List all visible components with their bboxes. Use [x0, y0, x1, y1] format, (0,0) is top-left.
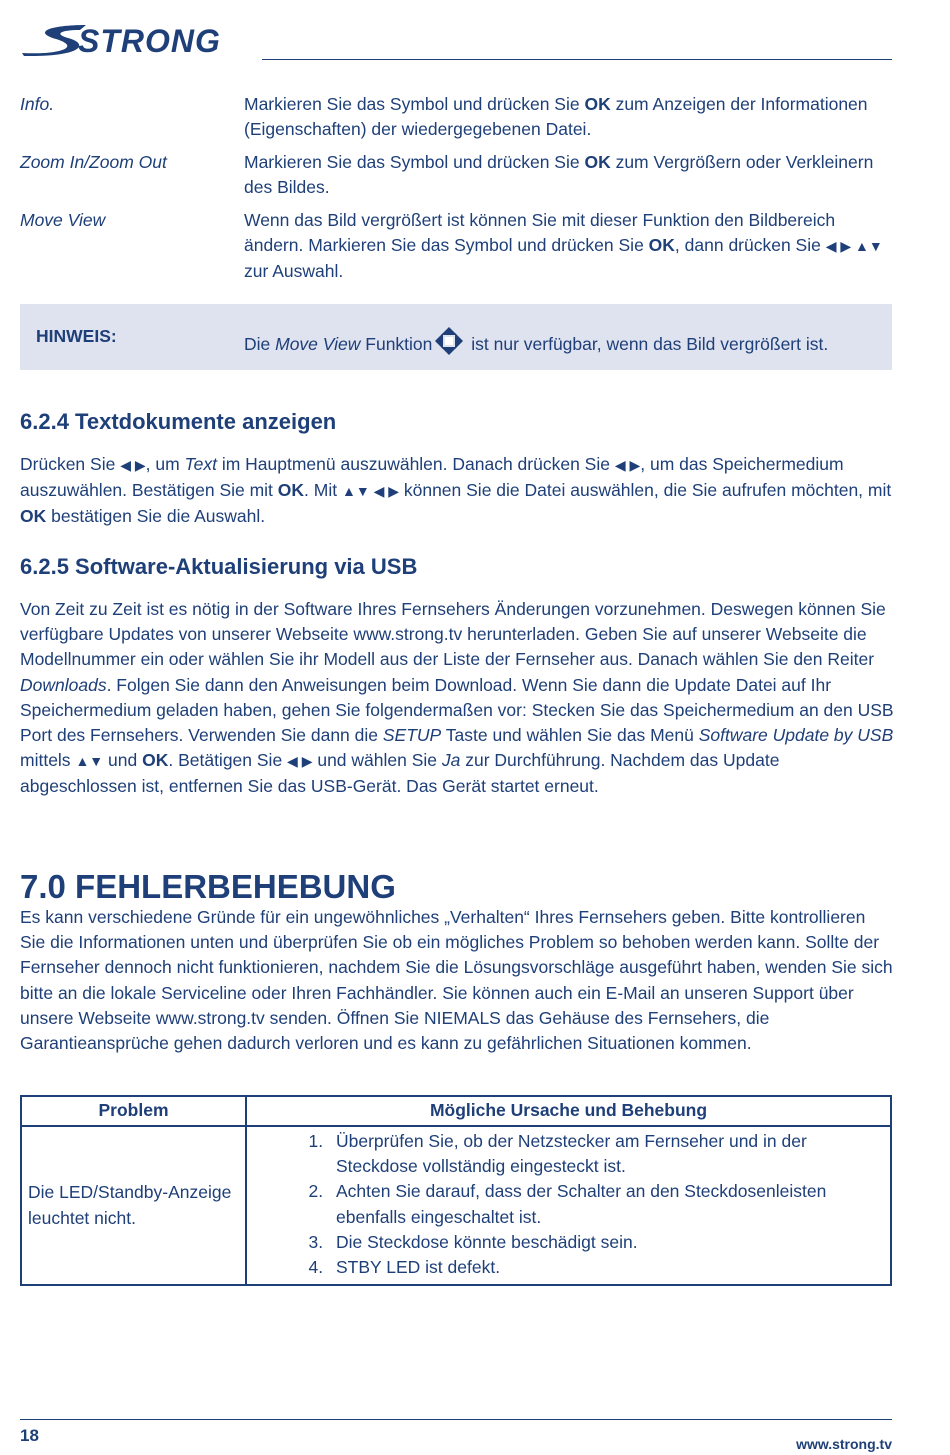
definition-term: Zoom In/Zoom Out [20, 152, 167, 172]
definition-info [20, 92, 892, 142]
solution-step: 4. STBY LED ist defekt. [328, 1255, 880, 1280]
column-header-solution: Mögliche Ursache und Behebung [246, 1096, 891, 1126]
definition-term: Move View [20, 210, 106, 230]
solution-steps [247, 1129, 880, 1280]
section-heading: 6.2.5 Software-Aktualisierung via USB [20, 554, 418, 579]
solution-cell [246, 1126, 891, 1285]
svg-text:STRONG: STRONG [78, 23, 221, 58]
solution-step: 2. Achten Sie darauf, dass der Schalter an den Steckdosenleisten ebenfalls eingeschaltet ist. [328, 1179, 880, 1229]
section-body: Drücken Sie ◀ ▶, um Text im Hauptmenü auszuwählen. Danach drücken Sie ◀ ▶, um das Speichermedium auszuwählen. Bestätigen Sie mit OK. Mit ▲▼ ◀ ▶ können Sie die Datei auswählen, die Sie aufrufen möchten, mit OK bestätigen Sie die Auswahl. [20, 454, 892, 527]
chapter-heading: 7.0 FEHLERBEHEBUNG [20, 868, 396, 905]
move-view-icon [434, 326, 464, 356]
section-heading: 6.2.4 Textdokumente anzeigen [20, 409, 337, 434]
table-header-row [21, 1096, 891, 1126]
definition-desc: Markieren Sie das Symbol und drücken Sie OK zum Vergrößern oder Verkleinern des Bildes. [244, 152, 874, 197]
solution-step: 1. Überprüfen Sie, ob der Netzstecker am Fernseher und in der Steckdose vollständig eingesteckt ist. [328, 1129, 880, 1179]
footer-website: www.strong.tv [796, 1436, 892, 1452]
strong-logo [20, 22, 225, 58]
definition-zoom [20, 150, 892, 200]
definition-move-view [20, 208, 892, 284]
header-rule [262, 59, 892, 60]
column-header-problem: Problem [21, 1096, 246, 1126]
note-label: HINWEIS: [36, 326, 117, 346]
footer-rule [20, 1419, 892, 1420]
section-body: Von Zeit zu Zeit ist es nötig in der Software Ihres Fernsehers Änderungen vorzunehmen. Deswegen können Sie verfügbare Updates von unserer Webseite www.strong.tv herunterladen. Geben Sie auf unserer Webseite die Modellnummer ein oder wählen Sie ihr Modell aus der Liste der Fernseher aus. Danach wählen Sie den Reiter Downloads. Folgen Sie dann den Anweisungen beim Download. Wenn Sie dann die Update Datei auf Ihr Speichermedium geladen haben, gehen Sie folgendermaßen vor: Stecken Sie das Speichermedium an den USB Port des Fernsehers. Verwenden Sie dann die SETUP Taste und wählen Sie das Menü Software Update by USB mittels ▲▼ und OK. Betätigen Sie ◀ ▶ und wählen Sie Ja zur Durchführung. Nachdem das Update abgeschlossen ist, entfernen Sie das USB-Gerät. Das Gerät startet erneut. [20, 599, 894, 797]
table-row [21, 1126, 891, 1285]
troubleshooting-table [20, 1095, 892, 1286]
note-box [20, 304, 892, 370]
page-number: 18 [20, 1426, 39, 1445]
problem-cell: Die LED/Standby-Anzeige leuchtet nicht. [21, 1126, 246, 1285]
definition-desc: Wenn das Bild vergrößert ist können Sie mit dieser Funktion den Bildbereich ändern. Markieren Sie das Symbol und drücken Sie OK, dann drücken Sie ◀ ▶ ▲▼ zur Auswahl. [244, 210, 883, 281]
chapter-intro: Es kann verschiedene Gründe für ein ungewöhnliches „Verhalten“ Ihres Fernsehers geben. Bitte kontrollieren Sie die Informationen unten und überprüfen Sie ob ein mögliches Problem so behoben werden kann. Sollte der Fernseher dennoch nicht funktionieren, nachdem Sie die Lösungsvorschläge ausgeführt haben, wenden Sie sich bitte an die lokale Serviceline oder Ihren Fachhändler. Sie können auch ein E-Mail an unseren Support über unsere Webseite www.strong.tv senden. Öffnen Sie NIEMALS das Gehäuse des Fernsehers, die Garantieansprüche gehen dadurch verloren und es kann zu gefährlichen Situationen kommen. [20, 907, 893, 1054]
solution-step: 3. Die Steckdose könnte beschädigt sein. [328, 1230, 880, 1255]
definition-term: Info. [20, 94, 55, 114]
definition-desc: Markieren Sie das Symbol und drücken Sie OK zum Anzeigen der Informationen (Eigenschaften) der wiedergegebenen Datei. [244, 94, 868, 139]
note-text: Die Move View Funktion ist nur verfügbar, wenn das Bild vergrößert ist. [244, 326, 828, 356]
